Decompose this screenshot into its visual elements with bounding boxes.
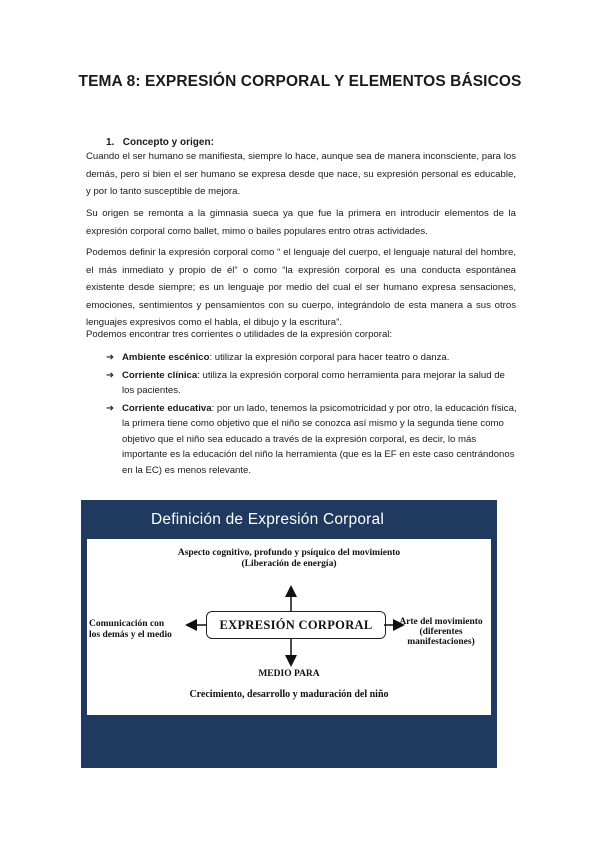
bullet-term: Corriente clínica [122,369,198,381]
section-number: 1. [106,137,115,148]
currents-list [106,350,518,480]
diagram-right-label [393,617,489,647]
list-item [106,401,518,479]
list-item [106,350,518,366]
diagram-medio-label: MEDIO PARA [258,669,320,679]
paragraph-origin: Su origen se remonta a la gimnasia sueca ya que fue la primera en introducir elementos de la expresión corporal como ballet, mimo o bailes populares entro otras actividades. [86,208,516,237]
left-label-line: Comunicación con [89,619,165,629]
right-label-line: manifestaciones) [407,637,475,647]
diagram-center-box: EXPRESIÓN CORPORAL [206,611,386,639]
bullet-term: Ambiente escénico [122,352,210,363]
diagram-left-label [89,619,172,641]
bullet-text: : utiliza la expresión corporal como herramienta para mejorar la salud de los pacientes. [122,369,505,396]
bullet-text: : por un lado, tenemos la psicomotricidad y por otro, la educación física, la primera tiene como objetivo que el niño se conozca así mismo y la segunda tiene como objetivo que el niño sea educado a través de la expresión corporal, es decir, lo más importante es la educación del niño la herramienta (que es la EF en este caso centrándonos en la EC) es menos relevante. [122,402,517,476]
diagram-bottom-label: Crecimiento, desarrollo y maduración del niño [189,689,389,700]
page-title: TEMA 8: EXPRESIÓN CORPORAL Y ELEMENTOS BÁSICOS [78,73,522,90]
arrow-right-icon: ➔ [106,402,115,414]
left-label-line: los demás y el medio [89,630,172,640]
paragraph-currents: Podemos encontrar tres corrientes o utilidades de la expresión corporal: [86,329,393,340]
right-label-line: (diferentes [419,627,463,637]
bullet-text: : utilizar la expresión corporal para hacer teatro o danza. [209,352,450,363]
arrow-right-icon: ➔ [106,369,115,381]
expresion-corporal-diagram [87,539,491,715]
paragraph-intro: Cuando el ser humano se manifiesta, siempre lo hace, aunque sea de manera inconsciente, para los demás, pero si bien el ser humano se expresa desde que nace, su expresión personal es educable, y por lo tanto susceptible de mejora. [86,151,516,197]
right-label-line: Arte del movimiento [399,617,483,627]
list-item [106,368,518,399]
paragraph-definition: Podemos definir la expresión corporal como “ el lenguaje del cuerpo, el lenguaje natural del hombre, el más inmediato y propio de él” o como “la expresión corporal es una conducta espontánea existente desde siempre; es un lenguaje por medio del cual el ser humano expresa sensaciones, emociones, sentimientos y pensamientos con su cuerpo, integrándolo de esta manera a sus otros lenguajes expresivos como el habla, el dibujo y la escritura”. [86,247,516,328]
arrow-right-icon: ➔ [106,352,115,363]
slide-title: Definición de Expresión Corporal [151,511,384,528]
top-label-line: (Liberación de energía) [241,559,337,569]
slide-image [81,500,497,768]
section-heading-text: Concepto y origen: [122,137,214,148]
section-heading [106,137,214,148]
top-label-line: Aspecto cognitivo, profundo y psíquico del movimiento [177,548,401,558]
bullet-term: Corriente educativa [122,402,212,414]
diagram-top-label [87,548,491,570]
